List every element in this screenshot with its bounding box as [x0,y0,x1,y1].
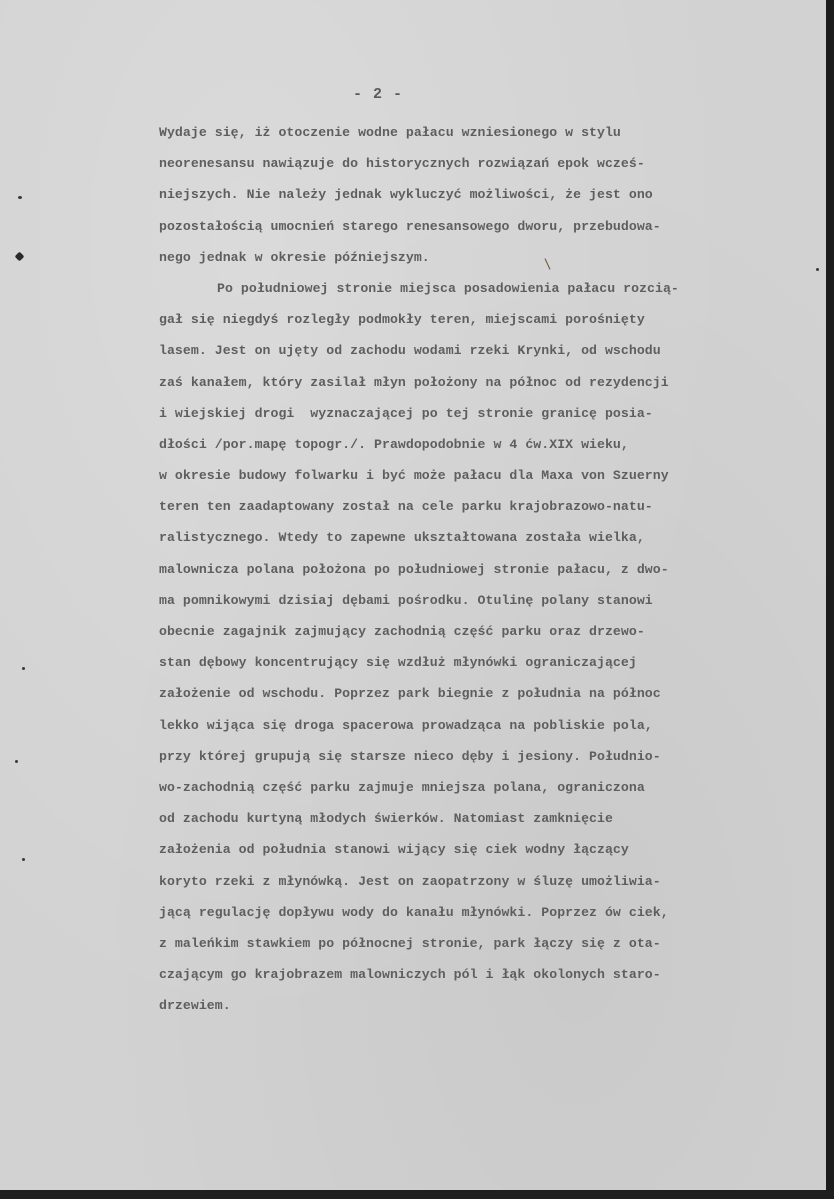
text-line: lasem. Jest on ujęty od zachodu wodami rzeki Krynki, od wschodu [159,343,661,359]
margin-dot-mark [18,196,22,199]
text-line: dłości /por.mapę topogr./. Prawdopodobnie w 4 ćw.XIX wieku, [159,436,629,452]
paragraph-first-line: Po południowej stronie miejsca posadowienia pałacu rozcią- [217,280,679,296]
text-line: koryto rzeki z młynówką. Jest on zaopatrzony w śluzę umożliwia- [159,873,661,889]
text-line: ralistycznego. Wtedy to zapewne ukształtowana została wielka, [159,530,645,546]
text-line: neorenesansu nawiązuje do historycznych rozwiązań epok wcześ- [159,156,645,172]
text-line: Wydaje się, iż otoczenie wodne pałacu wzniesionego w stylu [159,125,621,140]
margin-dot-mark [15,760,18,763]
text-line: malownicza polana położona po południowej stronie pałacu, z dwo- [159,561,669,577]
document-body [159,117,819,1021]
margin-dot-mark [22,667,25,670]
text-line: przy której grupują się starsze nieco dęby i jesiony. Południo- [159,748,661,764]
text-line: wo-zachodnią część parku zajmuje mniejsza polana, ograniczona [159,779,645,795]
scan-border-right [826,0,834,1199]
text-line: niejszych. Nie należy jednak wykluczyć możliwości, że jest ono [159,187,653,203]
text-line: jącą regulację dopływu wody do kanału młynówki. Poprzez ów ciek, [159,904,669,920]
text-line: założenia od południa stanowi wijący się ciek wodny łączący [159,842,629,858]
page-number: - 2 - [353,86,404,103]
text-line: zaś kanałem, który zasilał młyn położony na północ od rezydencji [159,374,669,390]
text-line: i wiejskiej drogi wyznaczającej po tej stronie granicę posia- [159,405,653,421]
margin-dot-mark [22,858,25,861]
text-line: ma pomnikowymi dzisiaj dębami pośrodku. Otulinę polany stanowi [159,592,653,608]
margin-arrow-mark [15,252,25,262]
paper-speck [816,268,819,271]
text-line: czającym go krajobrazem malowniczych pól i łąk okolonych staro- [159,967,661,983]
text-line: stan dębowy koncentrujący się wzdłuż młynówki ograniczającej [159,655,637,671]
text-line: nego jednak w okresie późniejszym. [159,249,430,265]
text-line: gał się niegdyś rozległy podmokły teren, miejscami porośnięty [159,312,645,328]
text-line: z maleńkim stawkiem po północnej stronie, park łączy się z ota- [159,935,661,951]
text-line: pozostałością umocnień starego renesansowego dworu, przebudowa- [159,218,661,234]
text-line: drzewiem. [159,998,231,1014]
text-line: w okresie budowy folwarku i być może pałacu dla Maxa von Szuerny [159,468,669,484]
text-line: obecnie zagajnik zajmujący zachodnią część parku oraz drzewo- [159,624,645,639]
text-line: od zachodu kurtyną młodych świerków. Natomiast zamknięcie [159,811,613,827]
scan-border-bottom [0,1190,834,1199]
text-line: teren ten zaadaptowany został na cele parku krajobrazowo-natu- [159,499,653,515]
text-line: lekko wijąca się droga spacerowa prowadząca na pobliskie pola, [159,717,653,733]
text-line: założenie od wschodu. Poprzez park biegnie z południa na północ [159,686,661,702]
